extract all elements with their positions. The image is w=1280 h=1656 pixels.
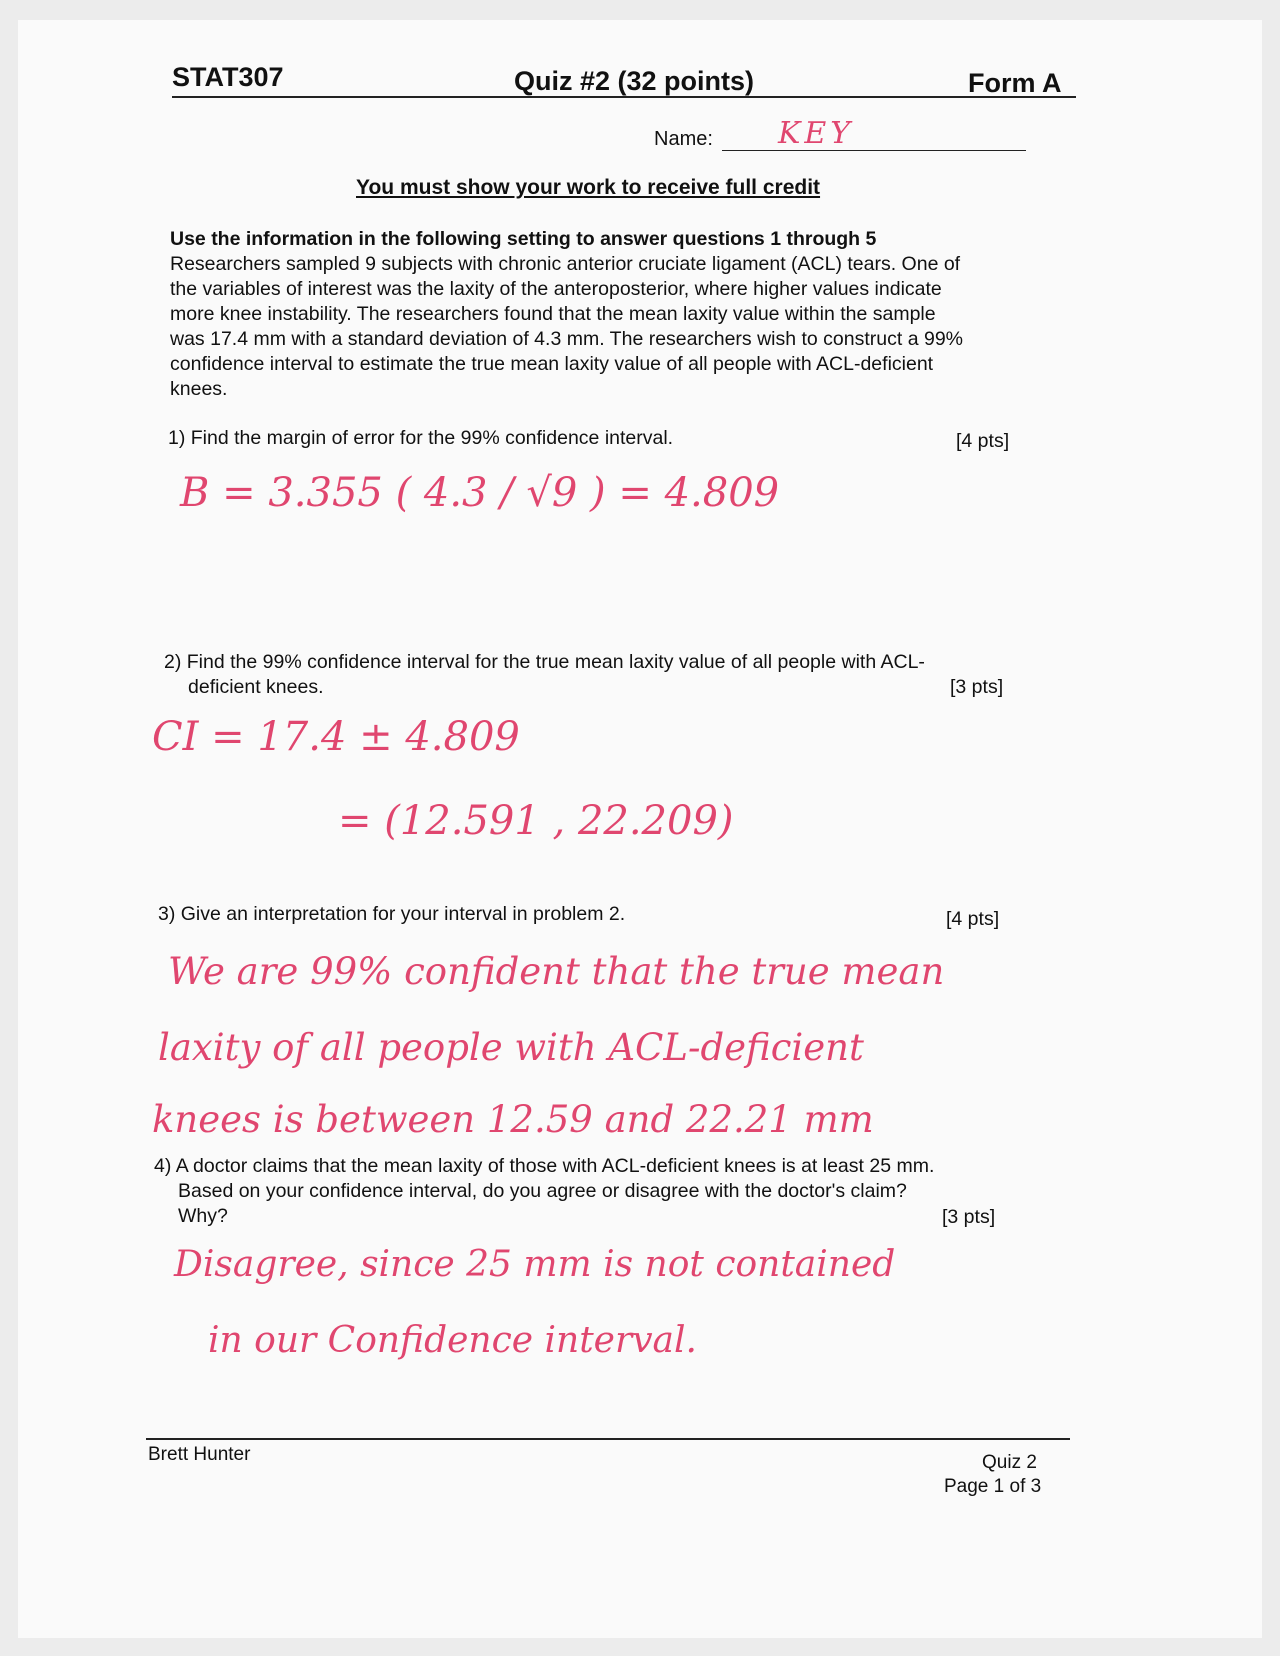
question-text: A doctor claims that the mean laxity of those with ACL-deficient knees is at least 25 mm.	[175, 1155, 935, 1177]
question-2	[164, 650, 925, 700]
question-text: Find the margin of error for the 99% confidence interval.	[190, 427, 674, 449]
answer-2-line-2: = (12.591 , 22.209)	[338, 798, 734, 844]
course-code: STAT307	[172, 62, 284, 92]
setting-line: more knee instability. The researchers found that the mean laxity value within the sample	[170, 303, 936, 325]
footer-rule	[146, 1438, 1070, 1440]
footer-page: Page 1 of 3	[944, 1476, 1042, 1497]
footer-quiz: Quiz 2	[982, 1452, 1037, 1473]
quiz-title: Quiz #2 (32 points)	[514, 66, 755, 96]
setting-line: confidence interval to estimate the true mean laxity value of all people with ACL-deficient	[170, 353, 934, 375]
question-text: Find the 99% confidence interval for the true mean laxity value of all people with ACL-	[186, 651, 925, 673]
question-1	[168, 426, 673, 451]
question-points: [4 pts]	[956, 430, 1010, 452]
setting-line: was 17.4 mm with a standard deviation of 4.3 mm. The researchers wish to construct a 99%	[170, 328, 964, 350]
question-points: [3 pts]	[950, 676, 1004, 698]
setting-heading: Use the information in the following setting to answer questions 1 through 5	[170, 228, 877, 250]
question-number: 1)	[168, 427, 186, 449]
answer-3-line-3: knees is between 12.59 and 22.21 mm	[152, 1098, 874, 1141]
question-number: 3)	[158, 903, 176, 925]
question-text: Why?	[178, 1205, 228, 1227]
question-text: Based on your confidence interval, do you agree or disagree with the doctor's claim?	[178, 1180, 907, 1202]
instruction: You must show your work to receive full credit	[356, 176, 821, 199]
form-label: Form A	[968, 68, 1062, 98]
question-text: Give an interpretation for your interval in problem 2.	[180, 903, 626, 925]
setting-line: knees.	[170, 378, 228, 400]
answer-4-line-1: Disagree, since 25 mm is not contained	[174, 1244, 896, 1285]
answer-1: B = 3.355 ( 4.3 / √9 ) = 4.809	[180, 470, 780, 516]
question-number: 4)	[154, 1155, 172, 1177]
answer-4-line-2: in our Confidence interval.	[208, 1320, 697, 1361]
question-points: [4 pts]	[946, 908, 1000, 930]
answer-3-line-2: laxity of all people with ACL-deficient	[158, 1026, 864, 1069]
question-number: 2)	[164, 651, 182, 673]
name-value: KEY	[778, 116, 855, 151]
setting-line: the variables of interest was the laxity of the anteroposterior, where higher values indicate	[170, 278, 942, 300]
answer-2-line-1: CI = 17.4 ± 4.809	[152, 714, 520, 760]
name-label: Name:	[654, 128, 713, 150]
quiz-page	[18, 20, 1262, 1638]
answer-3-line-1: We are 99% confident that the true mean	[168, 950, 945, 993]
setting-text	[170, 252, 963, 402]
question-4	[154, 1154, 934, 1229]
header-rule	[172, 96, 1076, 98]
question-text: deficient knees.	[188, 676, 324, 698]
name-line	[722, 150, 1026, 151]
footer-author: Brett Hunter	[148, 1444, 251, 1465]
setting-line: Researchers sampled 9 subjects with chronic anterior cruciate ligament (ACL) tears. One of	[170, 253, 961, 275]
question-3	[158, 902, 625, 927]
question-points: [3 pts]	[942, 1206, 996, 1228]
